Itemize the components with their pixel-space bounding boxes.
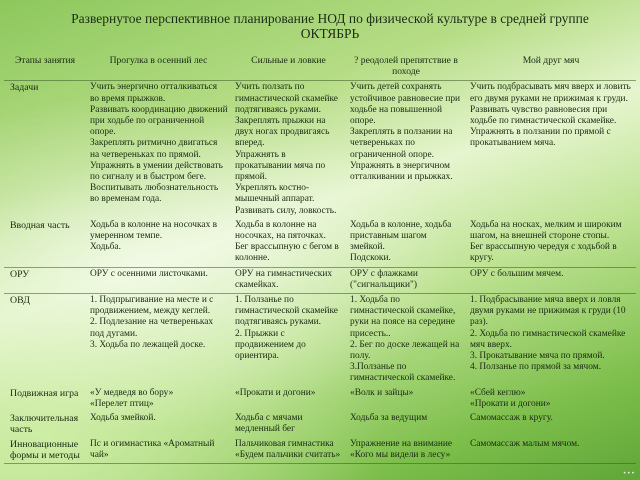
cell-text: ОРУ с флажками ("сигнальщики")	[350, 268, 418, 290]
cell-text: «У медведя во бору»	[90, 387, 174, 398]
cell-text: Учить ползать по гимнастической скамейке подтягиваясь руками.	[235, 82, 338, 115]
watermark: • • •	[623, 470, 634, 477]
header-obstacle: ? реодолей препятствие в походе	[346, 53, 466, 81]
row-stage-label: Вводная часть	[10, 219, 70, 231]
table-row	[4, 412, 636, 437]
cell-text: Закреплять в ползании на четвереньках по ограниченной опоре.	[350, 127, 453, 160]
cell-text: Укреплять костно-мышечный аппарат.	[235, 183, 315, 205]
table-cell	[466, 267, 636, 293]
row-stage-label: Подвижная игра	[10, 387, 79, 399]
table-cell	[466, 81, 636, 219]
table-cell	[231, 387, 346, 412]
cell-text: 2. Прыжки с продвижением до ориентира.	[235, 328, 306, 362]
cell-text: Упражнять в ползании по прямой с прокатыванием мяча.	[470, 127, 611, 149]
table-cell	[346, 294, 466, 387]
table-cell	[466, 412, 636, 437]
cell-text: Ходьба.	[90, 242, 121, 253]
table-row	[4, 438, 636, 464]
cell-text: Самомассаж в кругу.	[470, 413, 553, 424]
table-cell	[231, 438, 346, 464]
table-cell	[231, 294, 346, 387]
page-title	[60, 11, 600, 41]
table-cell	[86, 387, 231, 412]
table-cell	[86, 294, 231, 387]
table-cell	[466, 387, 636, 412]
cell-text: 3. Прокатывание мяча по прямой.	[470, 351, 605, 362]
table-cell	[466, 294, 636, 387]
cell-text: Бег врассыпную чередуя с ходьбой в кругу.	[470, 242, 617, 264]
cell-text: Ходьба на носках, мелким и широким шагом, на внешней стороне стопы.	[470, 219, 622, 242]
cell-text: Воспитывать любознательность во временам года.	[90, 183, 219, 205]
cell-text: 1. Подпрыгивание на месте и с продвижением, между кеглей.	[90, 295, 214, 317]
table-cell	[231, 219, 346, 267]
cell-text: Учить подбрасывать мяч вверх и ловить его двумя руками не прижимая к груди.	[470, 82, 631, 104]
cell-text: 2. Ходьба по гимнастической скамейке мяч вверх.	[470, 328, 626, 350]
cell-text: ОРУ с большим мячем.	[470, 268, 564, 279]
header-autumn-walk: Прогулка в осенний лес	[86, 53, 231, 81]
table-cell	[86, 219, 231, 267]
cell-text: ОРУ на гимнастических скамейках.	[235, 268, 333, 290]
cell-text: Развивать чувство равновесия при ходьбе по гимнастической скамейке.	[470, 104, 617, 127]
cell-text: 2. Бег по доске лежащей на полу.	[350, 339, 460, 362]
cell-text: 2. Подлезание на четвереньках под дугами.	[90, 317, 214, 339]
title-line-1: Развернутое перспективное планирование НОД по физической культуре в средней группе	[71, 11, 589, 26]
row-stage-label: Инновационные формы и методы	[4, 438, 86, 464]
cell-text: ОРУ с осенними листочками.	[90, 268, 208, 279]
cell-text: Пальчиковая гимнастика «Будем пальчики считать»	[235, 438, 341, 460]
cell-text: Упражнение на внимание «Кого мы видели в лесу»	[350, 438, 453, 460]
cell-text: «Прокати и догони»	[470, 398, 551, 409]
table-cell	[86, 412, 231, 437]
header-strong-agile: Сильные и ловкие	[231, 53, 346, 81]
planning-table	[4, 53, 636, 464]
row-stage-label: ОВД	[4, 294, 86, 387]
table-row	[4, 294, 636, 387]
cell-text: «Прокати и догони»	[235, 387, 316, 398]
table-cell	[466, 219, 636, 267]
table-body	[4, 81, 636, 464]
cell-text: Упражнять в прокатывании мяча по прямой.	[235, 149, 326, 183]
table-cell	[346, 81, 466, 219]
cell-text: Пс и огимнастика «Ароматный чай»	[90, 438, 215, 460]
table-cell	[231, 81, 346, 219]
cell-text: 3.Ползанье по гимнастической скамейке.	[350, 362, 456, 384]
cell-text: 4. Ползанье по прямой за мячом.	[470, 362, 602, 373]
table-cell	[86, 438, 231, 464]
cell-text: Развивать координацию движений при ходьбе по ограниченной опоре.	[90, 104, 228, 138]
header-stages: Этапы занятия	[4, 53, 86, 81]
table-cell	[346, 219, 466, 267]
cell-text: Ходьба с мячами медленный бег	[235, 413, 303, 435]
row-stage-label: ОРУ	[4, 267, 86, 293]
cell-text: Бег врассыпную с бегом в колонне.	[235, 242, 339, 264]
cell-text: Развивать силу, ловкость.	[235, 205, 337, 216]
cell-text: 1. Ходьба по гимнастической скамейке, руки на поясе на середине присесть..	[350, 295, 456, 339]
table-row	[4, 387, 636, 412]
cell-text: Закреплять прыжки на двух ногах продвигаясь вперед.	[235, 116, 330, 149]
cell-text: Закреплять ритмично двигаться на четвереньках по прямой.	[90, 138, 218, 160]
table-header-row	[4, 53, 636, 81]
cell-text: Упражнять в умении действовать по сигналу и в быстром беге.	[90, 160, 223, 183]
cell-text: 1. Ползанье по гимнастической скамейке подтягиваясь руками.	[235, 295, 338, 328]
cell-text: Ходьба в колонне на носочках, на пяточках.	[235, 219, 326, 242]
table-row	[4, 267, 636, 293]
table-cell	[346, 412, 466, 437]
cell-text: Ходьба змейкой.	[90, 413, 156, 424]
cell-text: Ходьба за ведущим	[350, 413, 428, 424]
table-cell	[86, 81, 231, 219]
cell-text: «Перелет птиц»	[90, 398, 154, 409]
cell-text: 1. Подбрасывание мяча вверх и ловля двумя руками не прижимая к груди (10 раз).	[470, 295, 626, 328]
cell-text: Самомассаж малым мячом.	[470, 438, 580, 449]
table-cell	[346, 438, 466, 464]
table-row	[4, 219, 636, 267]
table-cell	[231, 267, 346, 293]
table-cell	[231, 412, 346, 437]
table-cell	[346, 387, 466, 412]
header-ball-friend: Мой друг мяч	[466, 53, 636, 81]
cell-text: «Волк и зайцы»	[350, 387, 414, 398]
table-cell	[346, 267, 466, 293]
row-stage-label: Задачи	[10, 82, 39, 94]
table-cell	[466, 438, 636, 464]
cell-text: Учить энергично отталкиваться во время прыжков.	[90, 82, 218, 104]
cell-text: «Сбей кеглю»	[470, 387, 526, 398]
cell-text: Ходьба в колонне на носочках в умеренном темпе.	[90, 219, 218, 242]
cell-text: Подскоки.	[350, 253, 391, 264]
row-stage-label: Заключительная часть	[10, 413, 79, 436]
table-cell	[86, 267, 231, 293]
table-row	[4, 81, 636, 219]
cell-text: 3. Ходьба по лежащей доске.	[90, 339, 206, 350]
cell-text: Ходьба в колонне, ходьба приставным шагом змейкой.	[350, 219, 452, 253]
title-line-2: ОКТЯБРЬ	[300, 26, 360, 41]
cell-text: Учить детей сохранять устойчивое равновесие при ходьбе на повышенной опоре.	[350, 82, 461, 127]
cell-text: Упражнять в энергичном отталкивании и прыжках.	[350, 160, 453, 183]
